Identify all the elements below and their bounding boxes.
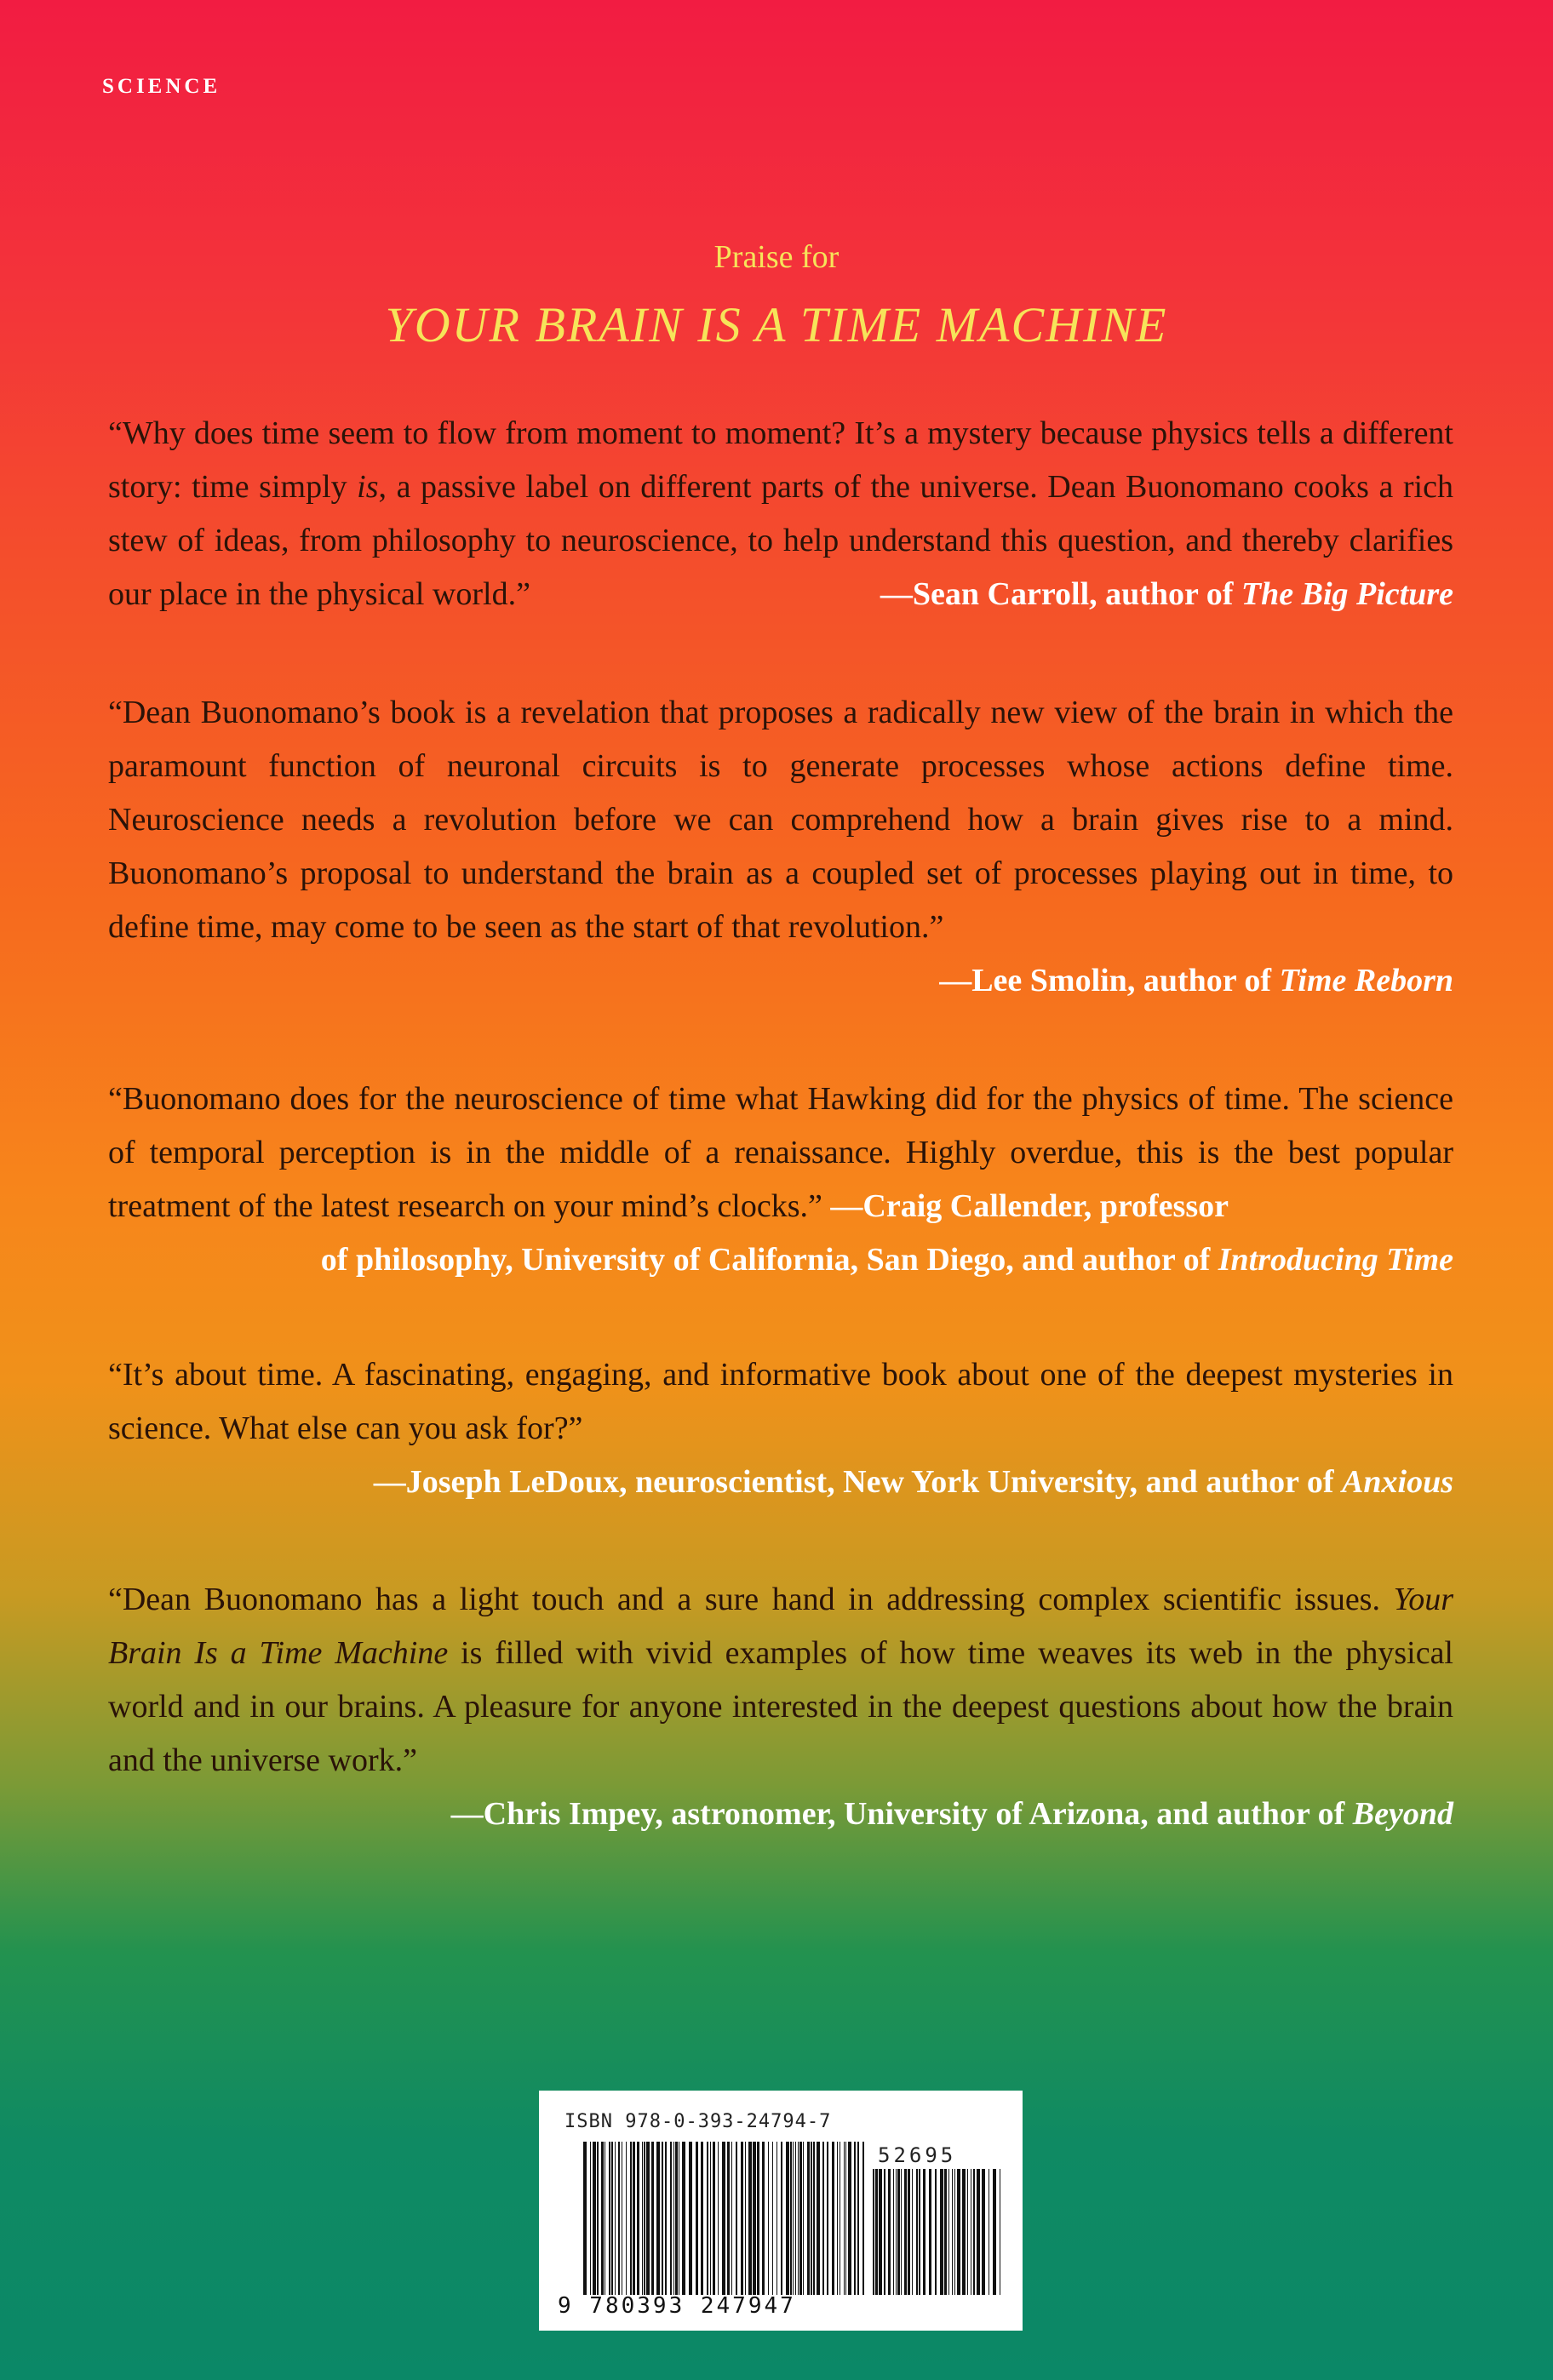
barcode-bar (795, 2142, 796, 2295)
barcode-bar (633, 2142, 635, 2295)
isbn-barcode (539, 2091, 1023, 2331)
barcode-bar (952, 2169, 953, 2295)
barcode-bar (888, 2169, 891, 2295)
quote-smolin (108, 686, 1453, 1008)
barcode-bar (862, 2142, 864, 2295)
work-title: The Big Picture (1241, 576, 1453, 612)
quote-text-italic: Your Brain Is a Time Machine (108, 1582, 1453, 1671)
barcode-bar (601, 2142, 604, 2295)
barcode-bar (940, 2169, 943, 2295)
barcode-bar (757, 2142, 759, 2295)
quote-attribution: —Joseph LeDoux, neuroscientist, New York University, and author of Anxious (373, 1464, 1453, 1500)
barcode-bar (748, 2142, 752, 2295)
barcode-bar (727, 2142, 730, 2295)
quote-callender (108, 1073, 1453, 1287)
barcode-bar (901, 2169, 902, 2295)
barcode-bar (790, 2142, 792, 2295)
work-title: Anxious (1342, 1464, 1453, 1500)
barcode-bar (822, 2142, 824, 2295)
barcode-bar (893, 2169, 894, 2295)
barcode-bar (962, 2169, 966, 2295)
quote-impey (108, 1573, 1453, 1841)
barcode-bar (827, 2142, 828, 2295)
quote-text: “Dean Buonomano has a light touch and a sure hand in addressing complex scientific issues. (108, 1582, 1394, 1617)
barcode-bar (919, 2169, 920, 2295)
barcode-bar (768, 2142, 769, 2295)
barcode-bar (753, 2142, 756, 2295)
barcode-bar (912, 2169, 913, 2295)
barcode-bar (844, 2142, 845, 2295)
barcode-bar (967, 2169, 968, 2295)
barcode-bar (722, 2142, 725, 2295)
barcode-bar (776, 2142, 777, 2295)
barcode-bar (854, 2142, 856, 2295)
barcode-bar (897, 2169, 900, 2295)
barcode-bar (651, 2142, 654, 2295)
quote-text: “Dean Buonomano’s book is a revelation that proposes a radically new view of the brain in which the paramount function of neuronal circuits is to generate processes whose actions define time. Neuroscience needs a revolution before we can comprehend how a brain gives rise to a mind. Buonomano’s proposal to understand the brain as a coupled set of processes playing out in time, to define time, may come to be seen as the start of that revolution.” (108, 695, 1453, 945)
barcode-bar (781, 2142, 782, 2295)
barcode-bar (848, 2142, 851, 2295)
barcode-bar (798, 2142, 799, 2295)
barcode-bar (597, 2142, 599, 2295)
barcode-bar (626, 2142, 627, 2295)
barcode-bar (948, 2169, 949, 2295)
book-title: YOUR BRAIN IS A TIME MACHINE (385, 297, 1168, 352)
barcode-bar (646, 2142, 650, 2295)
barcode-bar (713, 2142, 715, 2295)
barcode-bar (710, 2142, 711, 2295)
barcode-bar (935, 2169, 937, 2295)
barcode-bar (803, 2142, 804, 2295)
barcode-bar (707, 2142, 708, 2295)
barcode-bar (923, 2169, 925, 2295)
barcode-bar (908, 2169, 910, 2295)
barcode-bar (832, 2142, 834, 2295)
quote-text: “It’s about time. A fascinating, engaging, and informative book about one of the deepest mysteries in science. What else can you ask for?” (108, 1357, 1453, 1446)
barcode-bar (682, 2142, 685, 2295)
barcode-addon-bars-icon (873, 2169, 1000, 2295)
barcode-bar (873, 2169, 874, 2295)
barcode-bar (618, 2142, 620, 2295)
quote-text: “Buonomano does for the neuroscience of time what Hawking did for the physics of time. The science of temporal perception is in the middle of a renaissance. Highly overdue, this is the best popular treatment of the latest research on your mind’s clocks.” (108, 1081, 1453, 1224)
quote-text-italic: is (357, 469, 379, 505)
barcode-bar (799, 2142, 802, 2295)
quote-text: “Why does time seem to flow from moment to moment? It’s a mystery because physics tells a different story: time simply (108, 415, 1453, 505)
barcode-bar (811, 2142, 812, 2295)
barcode-bar (745, 2142, 746, 2295)
barcode-bar (875, 2169, 878, 2295)
barcode-bar (696, 2142, 698, 2295)
price-code: 52695 (878, 2143, 957, 2167)
quote-carroll (108, 407, 1453, 621)
barcode-bar (736, 2142, 737, 2295)
category-label: SCIENCE (102, 75, 221, 98)
barcode-bar (615, 2142, 616, 2295)
barcode-bar (929, 2169, 931, 2295)
barcode-bar (583, 2142, 587, 2295)
barcode-bar (857, 2142, 859, 2295)
barcode-bar (813, 2142, 815, 2295)
barcode-bar (741, 2142, 743, 2295)
ean-digits: 9 780393 247947 (558, 2293, 796, 2319)
barcode-bar (673, 2142, 674, 2295)
barcode-bar (896, 2169, 897, 2295)
barcode-bar (837, 2142, 838, 2295)
barcode-bar (689, 2142, 692, 2295)
barcode-bar (772, 2142, 773, 2295)
barcode-bar (944, 2169, 947, 2295)
barcode-bar (718, 2142, 719, 2295)
barcode-bar (993, 2169, 996, 2295)
quote-attribution: —Chris Impey, astronomer, University of Arizona, and author of Beyond (450, 1796, 1453, 1832)
quote-text: , a passive label on different parts of the universe. Dean Buonomano cooks a rich stew of ideas, from philosophy to neuroscience, to help understand this question, and thereby clarifies our place in the physical world.” (108, 469, 1453, 612)
barcode-bar (793, 2142, 794, 2295)
barcode-bar (662, 2142, 663, 2295)
barcode-bar (644, 2142, 645, 2295)
quote-attribution-part1: —Craig Callender, professor (830, 1188, 1229, 1224)
barcode-bar (611, 2142, 613, 2295)
barcode-bar (957, 2169, 960, 2295)
barcode-bar (670, 2142, 672, 2295)
work-title: Beyond (1352, 1796, 1453, 1832)
barcode-bar (954, 2169, 955, 2295)
barcode-bar (762, 2142, 765, 2295)
quote-attribution-part2: of philosophy, University of California, San Diego, and author of Introducing Time (320, 1242, 1453, 1278)
barcode-bar (786, 2142, 789, 2295)
quote-ledoux (108, 1348, 1453, 1509)
barcode-bar (904, 2169, 907, 2295)
barcode-bar (630, 2142, 632, 2295)
barcode-bar (982, 2169, 985, 2295)
barcode-bar (637, 2142, 639, 2295)
barcode-bar (590, 2142, 591, 2295)
barcode-bar (977, 2169, 980, 2295)
barcode-bar (642, 2142, 643, 2295)
barcode-bar (701, 2142, 703, 2295)
quote-attribution: —Lee Smolin, author of Time Reborn (939, 963, 1453, 998)
barcode-bar (665, 2142, 667, 2295)
barcode-bar (593, 2142, 596, 2295)
quote-attribution: —Sean Carroll, author of The Big Picture (880, 576, 1453, 612)
barcode-bar (609, 2142, 610, 2295)
barcode-bar (973, 2169, 975, 2295)
barcode-bar (817, 2142, 820, 2295)
barcode-bar (656, 2142, 660, 2295)
work-title: Time Reborn (1279, 963, 1453, 998)
barcode-bar (884, 2169, 885, 2295)
barcode-bars-icon (583, 2142, 864, 2295)
barcode-bar (916, 2169, 918, 2295)
barcode-bar (675, 2142, 678, 2295)
isbn-label: ISBN 978-0-393-24794-7 (564, 2111, 832, 2132)
barcode-bar (807, 2142, 810, 2295)
barcode-bar (879, 2169, 882, 2295)
work-title: Introducing Time (1218, 1242, 1453, 1278)
praise-heading: Praise for (713, 239, 840, 275)
quote-text: is filled with vivid examples of how time weaves its web in the physical world and in our brains. A pleasure for anyone interested in the deepest questions about how the brain and the universe work.” (108, 1635, 1453, 1778)
barcode-bar (845, 2142, 846, 2295)
barcode-bar (731, 2142, 732, 2295)
